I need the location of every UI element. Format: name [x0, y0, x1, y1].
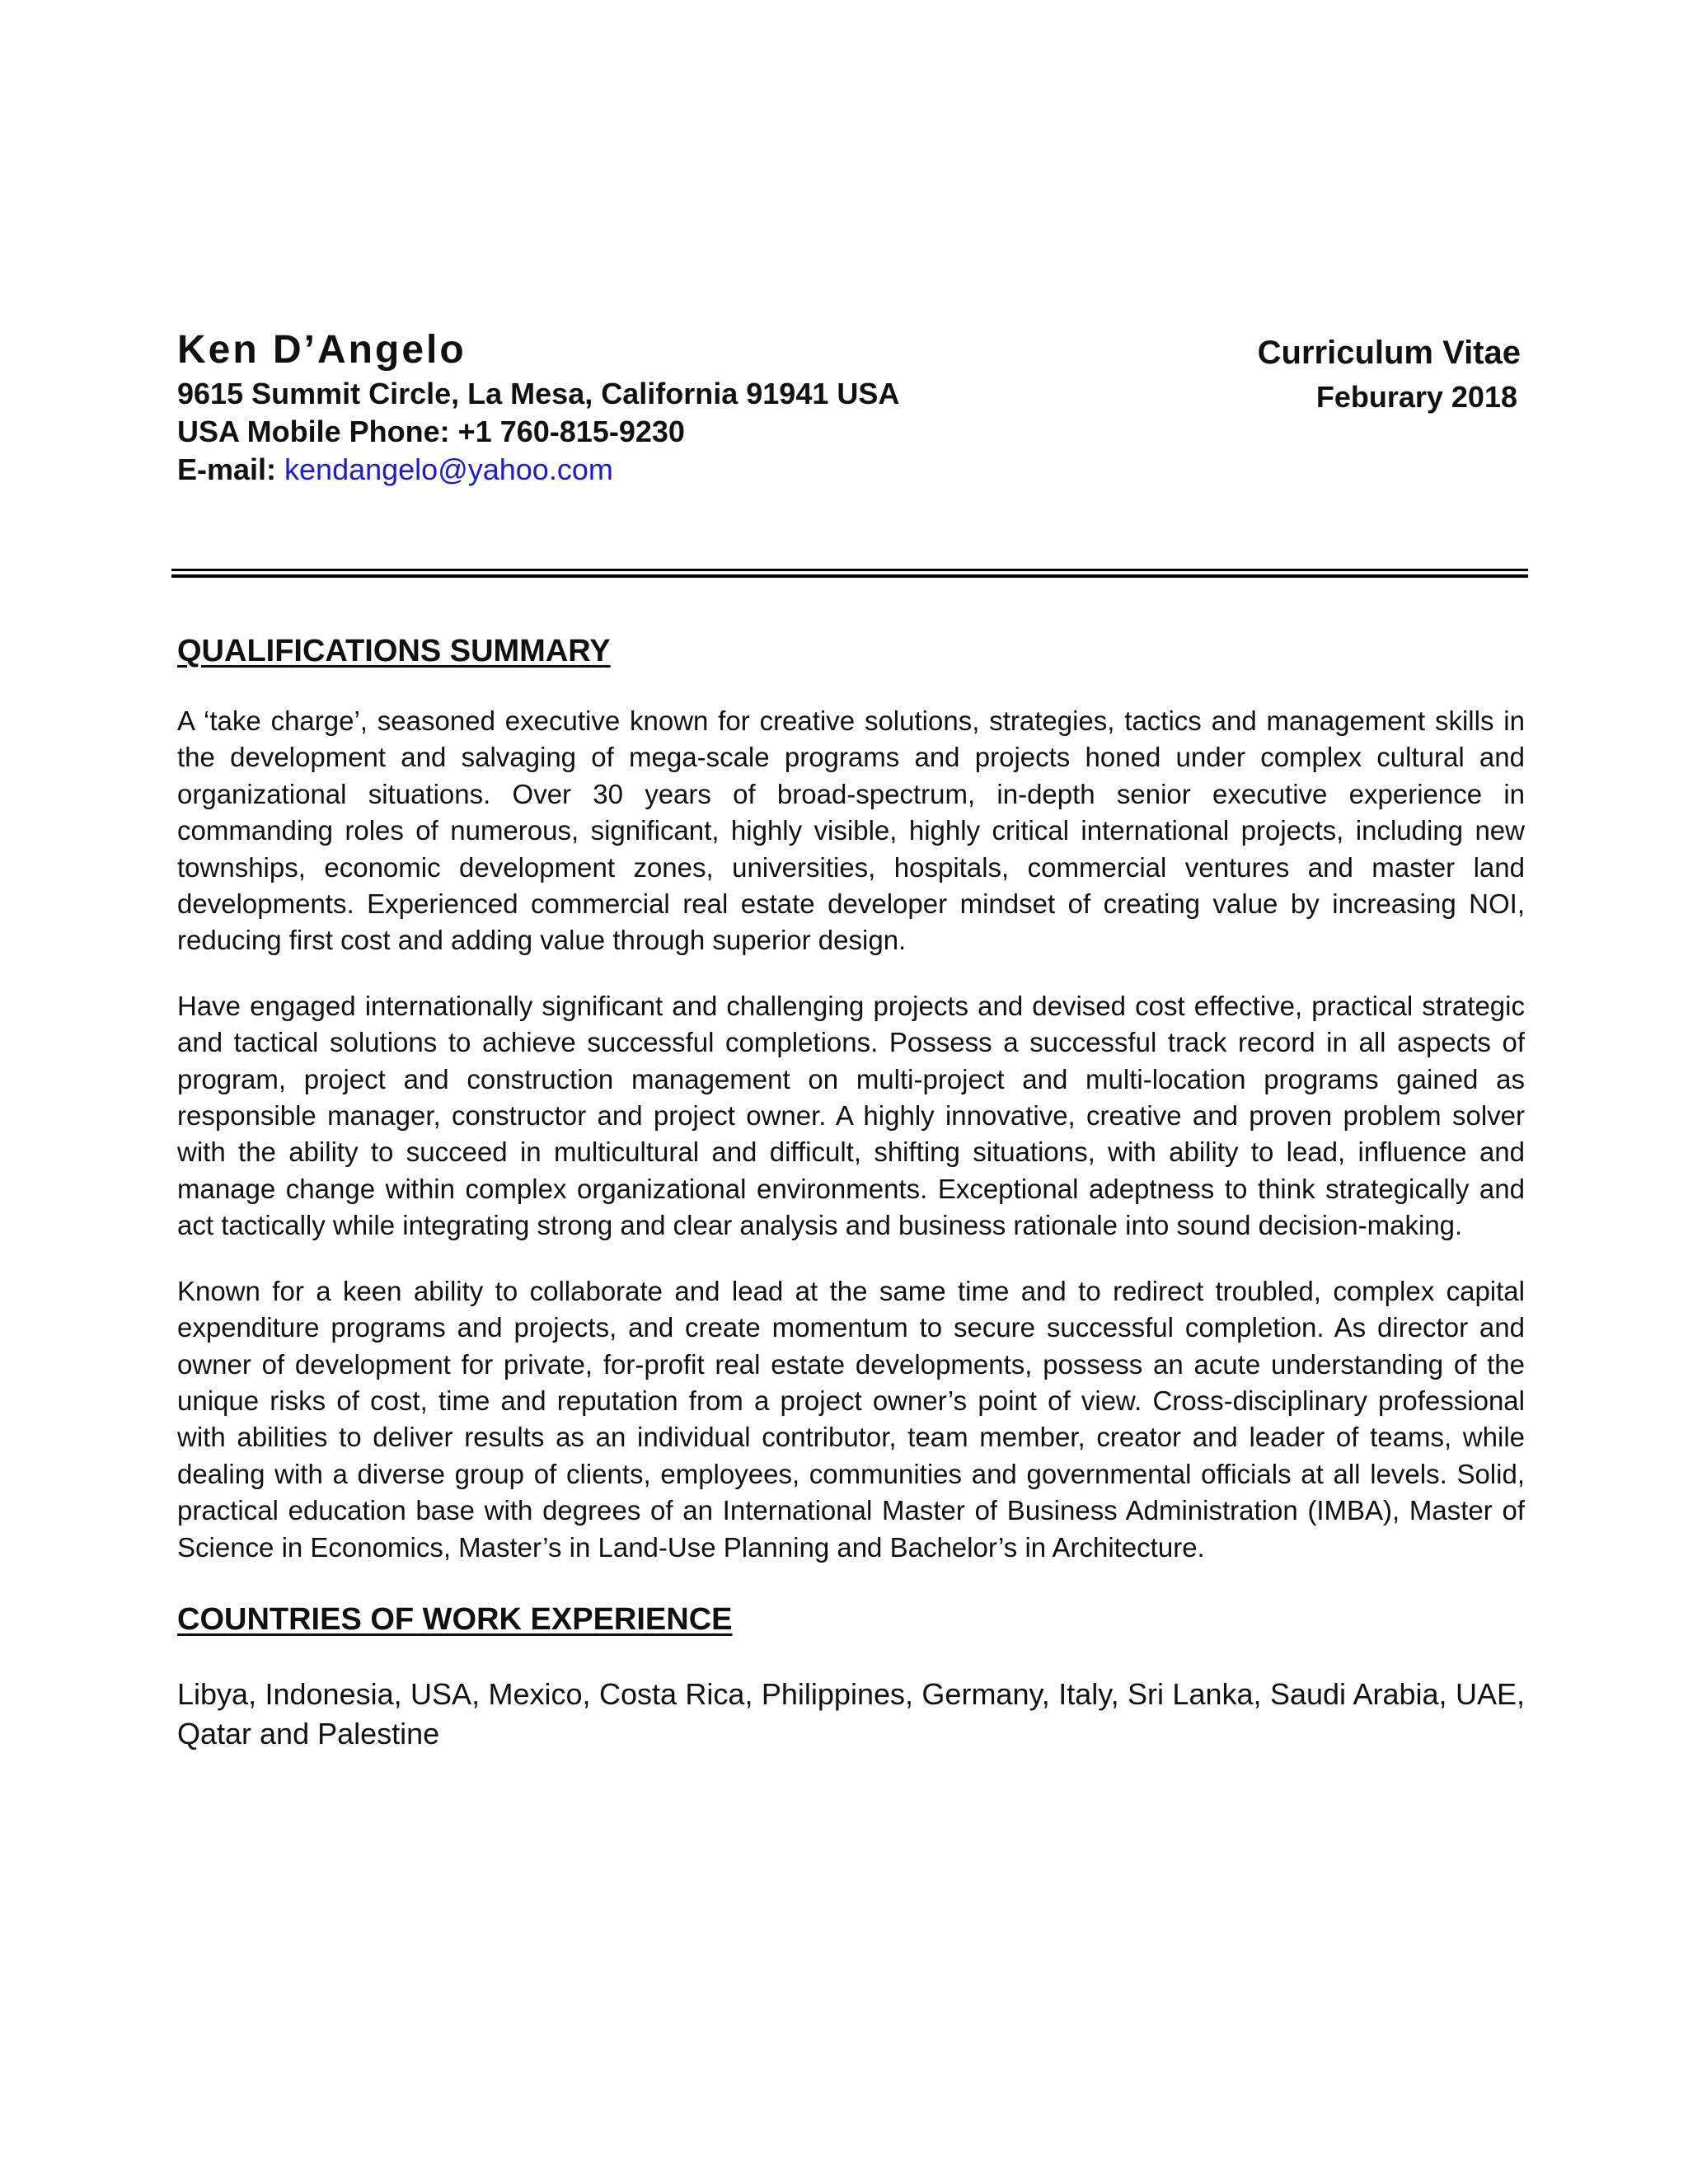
address: 9615 Summit Circle, La Mesa, California 91941 USA [177, 377, 900, 410]
resume-header [177, 326, 1521, 489]
qualifications-paragraph-3: Known for a keen ability to collaborate and lead at the same time and to redirect troubled, complex capital expenditure programs and projects, and create momentum to secure successful completion. As director and owner of development for private, for-profit real estate developments, possess an acute understanding of the unique risks of cost, time and reputation from a project owner’s point of view. Cross-disciplinary professional with abilities to deliver results as an individual contributor, team member, creator and leader of teams, while dealing with a diverse group of clients, employees, communities and governmental officials at all levels. Solid, practical education base with degrees of an International Master of Business Administration (IMBA), Master of Science in Economics, Master’s in Land-Use Planning and Bachelor’s in Architecture. [177, 1275, 1525, 1563]
email-link[interactable]: kendangelo@yahoo.com [284, 452, 613, 486]
qualifications-paragraph-1: A ‘take charge’, seasoned executive known for creative solutions, strategies, tactics and management skills in the development and salvaging of mega-scale programs and projects honed under complex cultural and organizational situations. Over 30 years of broad-spectrum, in-depth senior executive experience in commanding roles of numerous, significant, highly visible, highly critical international projects, including new townships, economic development zones, universities, hospitals, commercial ventures and master land developments. Experienced commercial real estate developer mindset of creating value by increasing NOI, reducing first cost and adding value through superior design. [177, 705, 1525, 956]
resume-body [177, 630, 1525, 1754]
countries-heading: COUNTRIES OF WORK EXPERIENCE [177, 1601, 733, 1637]
document-title: Curriculum Vitae [1257, 335, 1521, 371]
qualifications-heading: QUALIFICATIONS SUMMARY [177, 634, 611, 668]
qualifications-paragraph-2: Have engaged internationally significant and challenging projects and devised cost effective, practical strategic and tactical solutions to achieve successful completions. Possess a successful track record in all aspects of program, project and construction management on multi-project and multi-location programs gained as responsible manager, constructor and project owner. A highly innovative, creative and proven problem solver with the ability to succeed in multicultural and difficult, shifting situations, with ability to lead, influence and manage change within complex organizational environments. Exceptional adeptness to think strategically and act tactically while integrating strong and clear analysis and business rationale into sound decision-making. [177, 990, 1525, 1241]
header-divider [171, 569, 1528, 578]
email-row [177, 451, 1521, 489]
email-label: E-mail: [177, 452, 277, 486]
countries-list: Libya, Indonesia, USA, Mexico, Costa Rica, Philippines, Germany, Italy, Sri Lanka, Saudi Arabia, UAE, Qatar and Palestine [177, 1676, 1525, 1750]
phone-number: USA Mobile Phone: +1 760-815-9230 [177, 415, 685, 448]
document-date: Feburary 2018 [1315, 380, 1517, 414]
candidate-name: Ken D’Angelo [177, 328, 467, 372]
